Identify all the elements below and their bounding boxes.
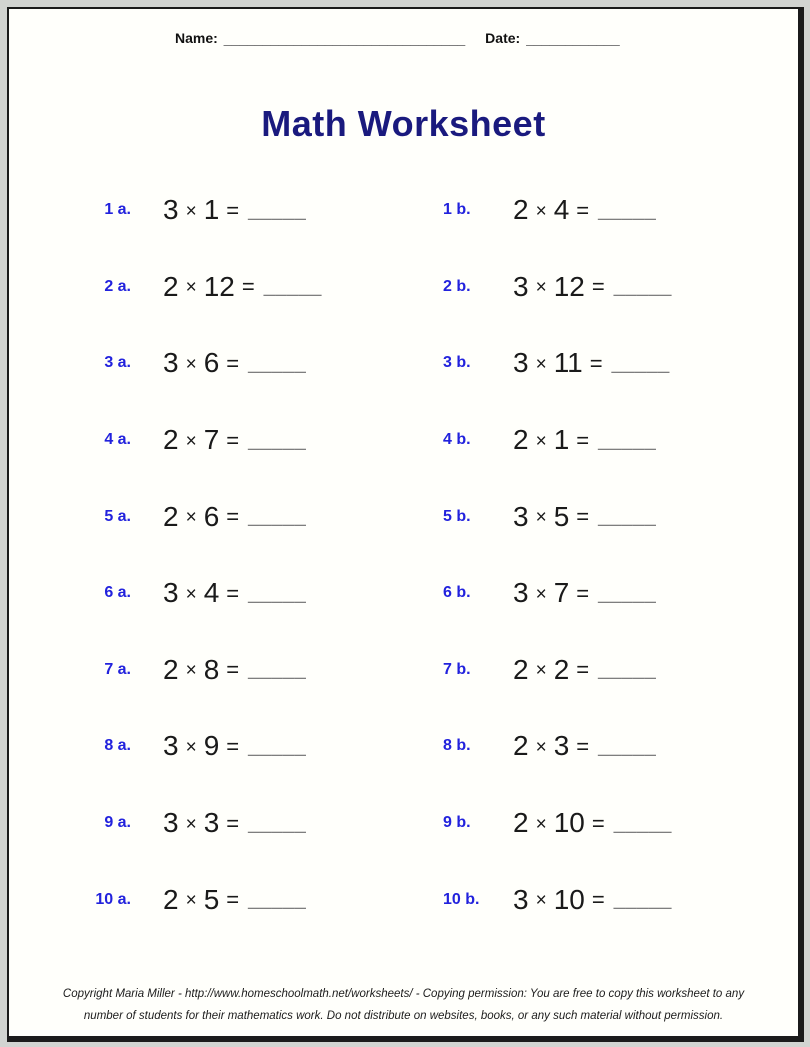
copyright-footer <box>9 983 798 1027</box>
date-label: Date: <box>485 30 521 46</box>
worksheet-page <box>7 7 804 1042</box>
operand-2: 12 <box>203 270 235 302</box>
problem-row <box>9 172 798 249</box>
times-sign: × <box>185 736 197 758</box>
worksheet-title: Math Worksheet <box>261 103 546 144</box>
problem-number-label: 2 b. <box>443 277 471 295</box>
answer-blank: _____ <box>263 275 322 298</box>
operand-1: 2 <box>163 883 179 915</box>
equals-sign: = <box>576 427 590 453</box>
problem-expression <box>163 501 306 533</box>
problem-expression <box>513 884 672 916</box>
times-sign: × <box>535 890 547 912</box>
problem-number-label: 8 b. <box>443 737 471 755</box>
date-blank-line: ____________ <box>526 30 620 46</box>
operand-2: 5 <box>553 500 570 532</box>
problem-expression <box>513 807 672 839</box>
equals-sign: = <box>226 504 240 530</box>
answer-blank: _____ <box>248 734 307 757</box>
problem-expression <box>513 654 656 686</box>
times-sign: × <box>185 583 197 605</box>
name-blank-line: _______________________________ <box>223 30 466 46</box>
equals-sign: = <box>591 810 605 836</box>
problem-row <box>9 632 798 709</box>
answer-blank: _____ <box>613 811 672 834</box>
answer-blank: _____ <box>613 275 672 298</box>
operand-1: 3 <box>163 194 179 226</box>
answer-blank: _____ <box>248 658 307 681</box>
operand-2: 7 <box>553 577 570 609</box>
problem-b <box>443 884 672 916</box>
operand-2: 10 <box>553 883 585 915</box>
times-sign: × <box>185 660 197 682</box>
operand-2: 7 <box>203 424 220 456</box>
times-sign: × <box>185 200 197 222</box>
problem-number-label: 6 b. <box>443 584 471 602</box>
operand-1: 2 <box>163 270 179 302</box>
operand-1: 3 <box>513 500 529 532</box>
problem-expression <box>163 271 322 303</box>
problem-expression <box>163 424 306 456</box>
operand-2: 2 <box>553 653 570 685</box>
operand-1: 3 <box>513 577 529 609</box>
problem-number-label: 5 b. <box>443 507 471 525</box>
problem-a <box>89 577 306 609</box>
times-sign: × <box>535 353 547 375</box>
problem-row <box>9 708 798 785</box>
problem-row <box>9 402 798 479</box>
problem-b <box>443 577 656 609</box>
equals-sign: = <box>226 427 240 453</box>
operand-2: 6 <box>203 347 220 379</box>
problem-row <box>9 249 798 326</box>
answer-blank: _____ <box>248 811 307 834</box>
operand-2: 3 <box>553 730 570 762</box>
answer-blank: _____ <box>248 428 307 451</box>
operand-1: 2 <box>163 500 179 532</box>
operand-1: 3 <box>163 347 179 379</box>
problem-a <box>89 271 322 303</box>
equals-sign: = <box>576 504 590 530</box>
problem-number-label: 9 b. <box>443 814 471 832</box>
times-sign: × <box>535 507 547 529</box>
problem-number-label: 10 a. <box>95 890 131 908</box>
problem-expression <box>163 654 306 686</box>
operand-1: 2 <box>513 730 529 762</box>
problem-row <box>9 325 798 402</box>
problem-row <box>9 785 798 862</box>
operand-2: 4 <box>203 577 220 609</box>
problem-a <box>89 194 306 226</box>
problem-b <box>443 807 672 839</box>
equals-sign: = <box>226 733 240 759</box>
equals-sign: = <box>226 350 240 376</box>
operand-2: 12 <box>553 270 585 302</box>
problem-b <box>443 194 656 226</box>
operand-2: 8 <box>203 653 220 685</box>
problem-a <box>89 654 306 686</box>
problems-grid <box>9 172 798 938</box>
equals-sign: = <box>226 810 240 836</box>
equals-sign: = <box>241 274 255 300</box>
operand-2: 3 <box>203 807 220 839</box>
problem-a <box>89 730 306 762</box>
times-sign: × <box>185 277 197 299</box>
name-label: Name: <box>175 30 218 46</box>
operand-1: 2 <box>513 807 529 839</box>
problem-b <box>443 271 672 303</box>
times-sign: × <box>535 813 547 835</box>
problem-a <box>89 347 306 379</box>
operand-1: 2 <box>513 653 529 685</box>
problem-expression <box>513 271 672 303</box>
problem-b <box>443 501 656 533</box>
problem-expression <box>513 347 670 379</box>
times-sign: × <box>535 736 547 758</box>
problem-number-label: 5 a. <box>104 507 131 525</box>
problem-b <box>443 654 656 686</box>
problem-expression <box>513 194 656 226</box>
answer-blank: _____ <box>248 581 307 604</box>
problem-expression <box>513 424 656 456</box>
answer-blank: _____ <box>598 198 657 221</box>
times-sign: × <box>535 660 547 682</box>
operand-1: 3 <box>513 883 529 915</box>
operand-2: 10 <box>553 807 585 839</box>
problem-number-label: 6 a. <box>104 584 131 602</box>
problem-number-label: 7 a. <box>104 660 131 678</box>
problem-number-label: 2 a. <box>104 277 131 295</box>
problem-expression <box>513 730 656 762</box>
answer-blank: _____ <box>248 505 307 528</box>
problem-expression <box>513 577 656 609</box>
problem-number-label: 3 a. <box>104 354 131 372</box>
answer-blank: _____ <box>598 734 657 757</box>
operand-1: 3 <box>513 270 529 302</box>
equals-sign: = <box>226 580 240 606</box>
times-sign: × <box>185 890 197 912</box>
equals-sign: = <box>591 887 605 913</box>
equals-sign: = <box>589 350 603 376</box>
problem-b <box>443 347 670 379</box>
operand-2: 6 <box>203 500 220 532</box>
problem-number-label: 4 a. <box>104 431 131 449</box>
operand-1: 3 <box>163 807 179 839</box>
answer-blank: _____ <box>248 888 307 911</box>
problem-number-label: 3 b. <box>443 354 471 372</box>
answer-blank: _____ <box>248 198 307 221</box>
problem-expression <box>163 730 306 762</box>
answer-blank: _____ <box>248 351 307 374</box>
problem-a <box>89 807 306 839</box>
equals-sign: = <box>591 274 605 300</box>
operand-1: 3 <box>163 577 179 609</box>
answer-blank: _____ <box>598 428 657 451</box>
operand-1: 2 <box>163 653 179 685</box>
answer-blank: _____ <box>611 351 670 374</box>
operand-2: 1 <box>553 424 570 456</box>
equals-sign: = <box>576 657 590 683</box>
operand-2: 4 <box>553 194 570 226</box>
problem-row <box>9 861 798 938</box>
equals-sign: = <box>226 887 240 913</box>
operand-2: 1 <box>203 194 220 226</box>
times-sign: × <box>535 200 547 222</box>
copyright-line-1: Copyright Maria Miller - http://www.homeschoolmath.net/worksheets/ - Copying permission: You are free to copy this worksheet to any <box>62 988 745 1000</box>
problem-a <box>89 424 306 456</box>
problem-row <box>9 555 798 632</box>
operand-2: 9 <box>203 730 220 762</box>
problem-row <box>9 478 798 555</box>
equals-sign: = <box>576 733 590 759</box>
times-sign: × <box>185 353 197 375</box>
times-sign: × <box>185 813 197 835</box>
problem-number-label: 1 a. <box>104 201 131 219</box>
answer-blank: _____ <box>598 505 657 528</box>
answer-blank: _____ <box>598 581 657 604</box>
equals-sign: = <box>576 580 590 606</box>
problem-number-label: 10 b. <box>443 890 480 908</box>
problem-expression <box>163 807 306 839</box>
problem-b <box>443 424 656 456</box>
name-date-row <box>175 30 620 46</box>
operand-1: 3 <box>513 347 529 379</box>
problem-expression <box>163 347 306 379</box>
problem-number-label: 8 a. <box>104 737 131 755</box>
problem-number-label: 1 b. <box>443 201 471 219</box>
times-sign: × <box>185 507 197 529</box>
copyright-line-2: number of students for their mathematics work. Do not distribute on websites, books, or any such material without permission. <box>83 1010 724 1022</box>
answer-blank: _____ <box>598 658 657 681</box>
problem-expression <box>163 884 306 916</box>
problem-expression <box>513 501 656 533</box>
operand-1: 3 <box>163 730 179 762</box>
problem-a <box>89 884 306 916</box>
equals-sign: = <box>226 657 240 683</box>
operand-2: 5 <box>203 883 220 915</box>
equals-sign: = <box>226 197 240 223</box>
times-sign: × <box>535 277 547 299</box>
problem-number-label: 4 b. <box>443 431 471 449</box>
operand-1: 2 <box>513 194 529 226</box>
problem-number-label: 7 b. <box>443 660 471 678</box>
problem-expression <box>163 577 306 609</box>
answer-blank: _____ <box>613 888 672 911</box>
problem-number-label: 9 a. <box>104 814 131 832</box>
times-sign: × <box>535 430 547 452</box>
times-sign: × <box>535 583 547 605</box>
times-sign: × <box>185 430 197 452</box>
operand-2: 11 <box>553 347 583 379</box>
operand-1: 2 <box>513 424 529 456</box>
equals-sign: = <box>576 197 590 223</box>
problem-expression <box>163 194 306 226</box>
problem-b <box>443 730 656 762</box>
operand-1: 2 <box>163 424 179 456</box>
problem-a <box>89 501 306 533</box>
